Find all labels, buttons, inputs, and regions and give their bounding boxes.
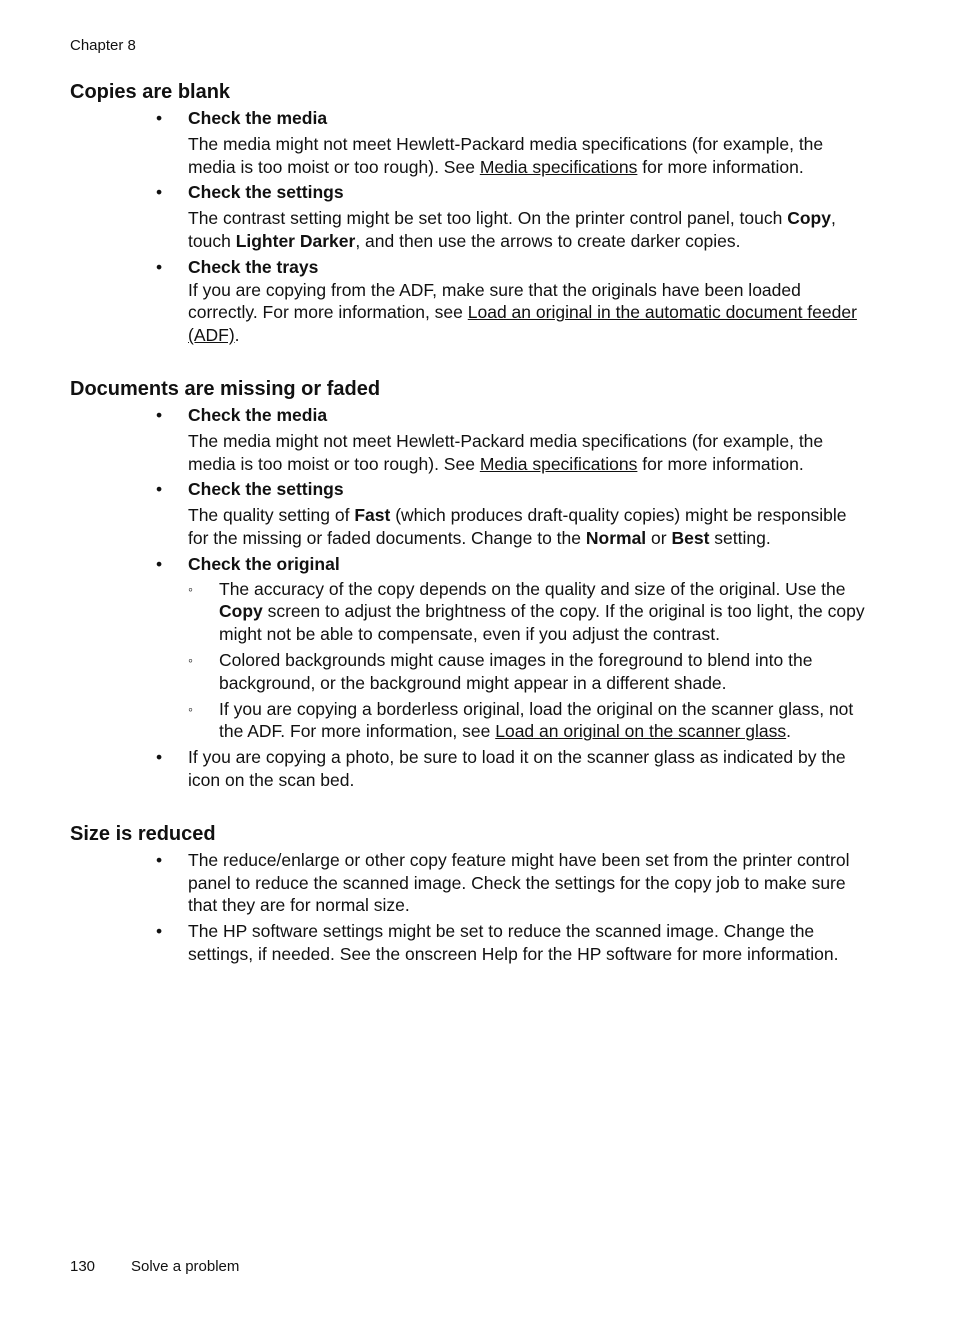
section-documents-missing-or-faded	[70, 377, 870, 792]
text-run: The media might not meet Hewlett-Packard media specifications (for example, the media is too moist or too rough). See	[188, 430, 824, 474]
bold-term: Best	[671, 527, 710, 548]
list-item	[70, 404, 870, 475]
text-run: The media might not meet Hewlett-Packard media specifications (for example, the media is too moist or too rough). See	[188, 133, 824, 177]
text-run: , touch	[188, 208, 836, 251]
section-title: Copies are blank	[70, 81, 231, 103]
item-heading: • Check the settings	[188, 182, 344, 203]
bold-term: Fast	[354, 505, 391, 526]
item-text: • If you are copying a photo, be sure to load it on the scanner glass as indicated by the icon on the scan bed.	[188, 747, 846, 790]
text-run: .	[234, 325, 240, 346]
page-content	[70, 80, 870, 969]
running-head-chapter: Chapter 8	[70, 37, 136, 54]
section-copies-are-blank	[70, 80, 870, 347]
page-footer	[70, 1258, 239, 1275]
text-run: or	[646, 527, 672, 548]
sub-list-item	[188, 698, 870, 744]
text-run: (which produces draft-quality copies) might be responsible for the missing or faded documents. Change to the	[188, 505, 847, 548]
list-item	[70, 849, 870, 917]
text-run: The accuracy of the copy depends on the quality and size of the original. Use the	[219, 578, 846, 599]
list-item	[70, 181, 870, 252]
load-original-adf-link[interactable]: Load an original in the automatic document feeder (ADF)	[188, 302, 857, 346]
item-heading: • Check the media	[188, 404, 328, 425]
item-heading: • Check the settings	[188, 479, 344, 500]
load-original-scanner-glass-link[interactable]: Load an original on the scanner glass	[495, 721, 787, 742]
list-item	[70, 553, 870, 743]
sub-list-item	[188, 578, 870, 646]
item-text	[188, 504, 870, 550]
text-run: setting.	[709, 527, 771, 548]
text-run: The contrast setting might be set too light. On the printer control panel, touch	[188, 208, 788, 229]
bold-term: Normal	[585, 527, 647, 548]
bullet-list	[70, 849, 870, 966]
sub-list	[188, 578, 870, 744]
text-run: If you are copying from the ADF, make sure that the originals have been loaded correctly. For more information, see	[188, 279, 801, 323]
text-run: , and then use the arrows to create darker copies.	[355, 230, 741, 251]
section-title: Size is reduced	[70, 822, 216, 845]
item-heading: • Check the media	[188, 108, 328, 128]
text-run: If you are copying a borderless original, load the original on the scanner glass, not the ADF. For more information, see	[219, 698, 854, 742]
text-run: screen to adjust the brightness of the copy. If the original is too light, the copy might not be able to compensate, even if you adjust the contrast.	[219, 601, 865, 645]
text-run: for more information.	[637, 453, 804, 474]
list-item	[70, 920, 870, 966]
bold-term: Lighter Darker	[235, 230, 356, 251]
bullet-list	[70, 107, 870, 347]
text-run: Colored backgrounds might cause images in the foreground to blend into the background, or the background might appear in a different shade.	[219, 649, 813, 693]
list-item	[70, 256, 870, 347]
section-title: Documents are missing or faded	[70, 377, 381, 400]
list-item	[70, 478, 870, 549]
sub-list-item	[188, 649, 870, 695]
media-specifications-link[interactable]: Media specifications	[479, 453, 638, 474]
text-run: .	[786, 721, 792, 742]
bold-term: Copy	[787, 208, 831, 229]
item-text	[188, 279, 870, 347]
text-run: The quality setting of	[188, 505, 355, 526]
section-size-is-reduced	[70, 822, 870, 966]
bullet-list	[70, 404, 870, 792]
item-heading: • Check the original	[188, 553, 340, 574]
item-text: • The reduce/enlarge or other copy feature might have been set from the printer control panel to reduce the scanned image. Check the settings for the copy job to make sure that they are for normal size.	[188, 849, 850, 916]
media-specifications-link[interactable]: Media specifications	[479, 156, 638, 177]
item-text: • The HP software settings might be set to reduce the scanned image. Change the settings, if needed. See the onscreen Help for the HP software for more information.	[188, 921, 839, 964]
item-text	[188, 133, 870, 179]
item-heading: • Check the trays	[188, 256, 319, 277]
bold-term: Copy	[219, 601, 263, 622]
text-run: for more information.	[637, 156, 804, 177]
item-text	[188, 430, 870, 476]
item-text	[188, 207, 870, 253]
list-item	[70, 746, 870, 792]
page-number: 130	[70, 1258, 96, 1275]
footer-section-title: Solve a problem	[131, 1258, 240, 1275]
list-item	[70, 107, 870, 178]
